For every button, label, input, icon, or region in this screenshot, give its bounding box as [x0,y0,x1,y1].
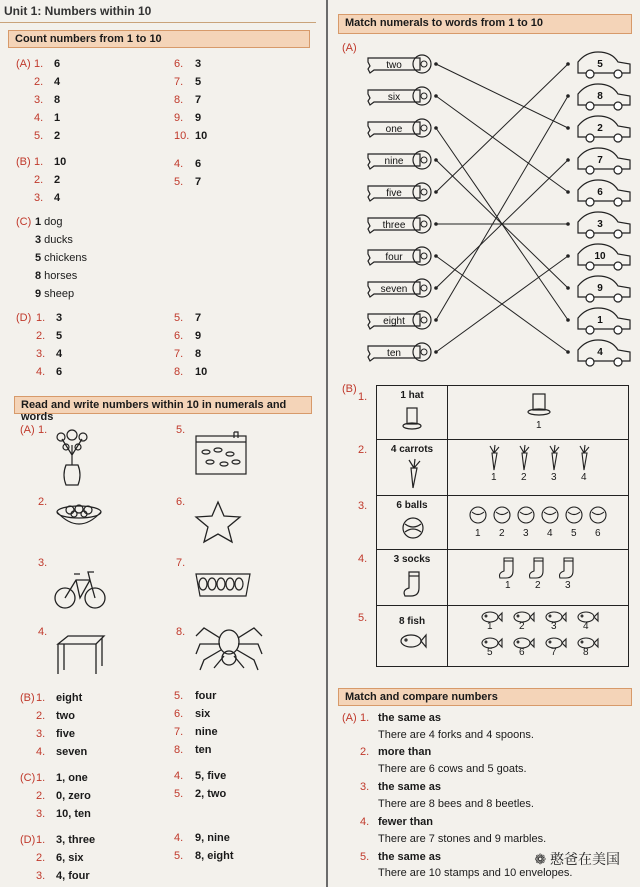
car-number: 4 [597,347,603,358]
column-divider [326,0,328,887]
key-item [368,247,438,265]
answer: 5 [56,330,63,342]
car-wheel [614,70,622,78]
car-wheel [614,294,622,302]
key-label: two [386,60,402,71]
car-body [578,148,630,169]
answer: four [195,690,217,702]
count-number: 2 [521,472,527,483]
item-number: 8. [174,366,184,378]
ball-icon [541,506,559,529]
answer: two [56,710,75,722]
item-number: 4. [36,746,46,758]
table-row [377,496,628,550]
item-number: 7. [176,557,186,569]
key-item [368,343,438,361]
item-number: 5. [174,690,184,702]
car-wheel [614,358,622,366]
car-wheel [586,358,594,366]
key-bow [413,183,431,201]
answer: fewer than [378,816,434,828]
car-item [566,308,630,334]
count-number: 8 [583,647,589,658]
item-number: 4. [358,553,368,565]
answer: the same as [378,851,441,863]
car-wheel [614,198,622,206]
hat-icon [402,406,422,432]
spider-icon [194,624,264,674]
key-item [368,119,438,137]
answer: 3 [56,312,63,324]
item-number: 3. [38,557,48,569]
part-label-read-c: (C) [20,772,36,784]
key-bow [413,279,431,297]
key-hole [421,221,427,227]
key-hole [421,125,427,131]
answer: 2, two [195,788,227,800]
ball-icon [517,506,535,529]
item-number: 1. [36,312,46,324]
ball-icon [565,506,583,529]
count-number: 5 [571,528,577,539]
match-line [436,64,568,192]
count-number: 7 [551,647,557,658]
row-caption: 8 fish [398,616,426,627]
sentence: There are 4 forks and 4 spoons. [378,729,534,741]
item-number: 9. [174,112,184,124]
sentence: There are 8 bees and 8 beetles. [378,798,534,810]
table-row [377,386,628,440]
car-wheel [614,102,622,110]
item-number: 2. [36,710,46,722]
key-label: one [385,124,403,135]
count-number: 5 [487,647,493,658]
bowl-icon [54,500,104,530]
row-caption: 3 socks [393,554,431,565]
key-hole [421,253,427,259]
list-item: 3 ducks [35,234,73,246]
bicycle-icon [54,562,106,612]
item-number: 3. [360,781,370,793]
count-number: 6 [519,647,525,658]
answer: the same as [378,712,441,724]
part-label-count-a: (A) [16,58,31,70]
answer: 8 [54,94,61,106]
item-number: 6. [174,58,184,70]
fish-tank-icon [194,430,248,478]
item-number: 6. [174,330,184,342]
item-number: 5. [174,312,184,324]
keys-group [368,55,438,361]
part-label-compare-a: (A) [342,712,357,724]
answer: 1, one [56,772,88,784]
count-number: 3 [565,580,571,591]
car-wheel [586,70,594,78]
unit-title: Unit 1: Numbers within 10 [4,4,152,18]
item-number: 3. [36,728,46,740]
car-number: 9 [597,283,603,294]
car-wheel [614,262,622,270]
item-number: 5. [174,788,184,800]
item-number: 6. [174,708,184,720]
item-number: 2. [38,496,48,508]
key-hole [421,317,427,323]
car-wheel [614,230,622,238]
item-number: 1. [36,772,46,784]
answer: 1 [54,112,61,124]
key-item [368,183,438,201]
car-wheel [586,134,594,142]
unit-title-rule [0,22,316,23]
key-hole [421,93,427,99]
answer: 7 [195,312,202,324]
car-item [566,340,630,366]
fish-icon [399,632,427,650]
section-count-title: Count numbers from 1 to 10 [8,30,310,48]
answer: 10 [54,156,67,168]
answer: 9, nine [195,832,230,844]
key-item [368,151,438,169]
item-number: 4. [360,816,370,828]
answer: 9 [195,112,202,124]
item-number: 5. [174,176,184,188]
table-row [377,550,628,606]
count-number: 4 [583,621,589,632]
key-label: nine [384,156,404,167]
answer: 10 [195,366,208,378]
count-number: 1 [505,580,511,591]
answer: eight [56,692,83,704]
key-label: four [385,252,403,263]
answer: 4 [56,348,63,360]
key-bow [413,87,431,105]
item-number: 1. [34,58,44,70]
ball-icon [469,506,487,529]
answer: 5 [195,76,202,88]
section-match-title: Match numerals to words from 1 to 10 [338,14,632,34]
cars-group [566,52,630,366]
key-hole [421,61,427,67]
count-number: 1 [487,621,493,632]
car-body [578,84,630,105]
answer: the same as [378,781,441,793]
ball-icon [401,516,425,540]
count-number: 6 [595,528,601,539]
car-wheel [586,102,594,110]
count-number: 1 [536,420,542,431]
list-item: 9 sheep [35,288,75,300]
item-number: 5. [176,424,186,436]
match-lines [436,64,568,352]
car-wheel [586,262,594,270]
key-item [368,311,438,329]
key-item [368,55,438,73]
answer: nine [195,726,218,738]
car-wheel [586,326,594,334]
car-body [578,340,630,361]
item-number: 3. [36,870,46,882]
key-bow [413,55,431,73]
car-body [578,276,630,297]
match-line [436,64,568,128]
sentence: There are 10 stamps and 10 envelopes. [378,867,573,879]
key-item [368,215,438,233]
key-label: five [386,188,402,199]
item-number: 4. [34,112,44,124]
list-item: 1 dog [35,216,63,228]
answer: 0, zero [56,790,91,802]
item-number: 3. [36,808,46,820]
car-body [578,116,630,137]
part-label-read-a: (A) [20,424,35,436]
flower-vase-icon [52,425,92,487]
car-item [566,84,630,110]
key-bow [413,151,431,169]
key-label: three [382,220,406,231]
item-number: 5. [360,851,370,863]
answer: 8 [195,348,202,360]
key-label: eight [383,316,405,327]
match-line [436,96,568,320]
part-label-read-d: (D) [20,834,36,846]
item-number: 4. [174,770,184,782]
car-item [566,148,630,174]
car-wheel [614,134,622,142]
ball-icon [589,506,607,529]
sentence: There are 6 cows and 5 goats. [378,763,527,775]
car-item [566,276,630,302]
part-label-count-d: (D) [16,312,32,324]
key-item [368,87,438,105]
item-number: 5. [34,130,44,142]
key-label: six [387,92,401,103]
section-read-title: Read and write numbers within 10 in numerals and words [14,396,312,414]
answer: 6 [195,158,202,170]
car-number: 1 [597,315,603,326]
match-diagram [340,44,636,374]
row-caption: 6 balls [396,500,428,511]
key-bow [413,247,431,265]
item-number: 1. [36,692,46,704]
car-wheel [586,294,594,302]
answer: 4 [54,76,61,88]
item-number: 2. [34,174,44,186]
item-number: 1. [34,156,44,168]
car-body [578,52,630,73]
answer: 2 [54,174,61,186]
car-wheel [586,166,594,174]
car-number: 2 [597,123,603,134]
car-body [578,212,630,233]
item-number: 2. [36,330,46,342]
item-number: 2. [360,746,370,758]
key-bow [413,119,431,137]
count-number: 2 [499,528,505,539]
key-bow [413,343,431,361]
car-body [578,308,630,329]
count-number: 4 [581,472,587,483]
item-number: 7. [174,76,184,88]
item-number: 8. [174,744,184,756]
count-number: 3 [551,472,557,483]
count-number: 3 [523,528,529,539]
answer: ten [195,744,212,756]
ball-icon [493,506,511,529]
star-icon [194,500,242,544]
item-number: 1. [358,391,368,403]
count-number: 2 [535,580,541,591]
answer: 7 [195,176,202,188]
answer: 7 [195,94,202,106]
car-wheel [614,166,622,174]
watermark: ❁ 憨爸在美国 [534,851,620,867]
car-wheel [586,230,594,238]
car-wheel [586,198,594,206]
item-number: 1. [38,424,48,436]
part-label-count-c: (C) [16,216,32,228]
key-hole [421,189,427,195]
match-line [436,96,568,192]
key-hole [421,157,427,163]
answer: 6 [54,58,61,70]
item-number: 2. [36,852,46,864]
section-compare-title: Match and compare numbers [338,688,632,706]
answer: 5, five [195,770,227,782]
item-number: 8. [174,94,184,106]
list-item: 8 horses [35,270,78,282]
count-number: 1 [491,472,497,483]
item-number: 1. [36,834,46,846]
key-label: seven [380,284,408,295]
answer: 8, eight [195,850,234,862]
item-number: 5. [358,612,368,624]
sock-icon [401,570,425,598]
row-caption: 1 hat [400,390,424,401]
part-label-match-b: (B) [342,383,357,395]
answer: 4, four [56,870,90,882]
item-number: 8. [176,626,186,638]
answer: 6 [56,366,63,378]
table-row [377,440,628,496]
car-number: 3 [597,219,603,230]
item-number: 4. [38,626,48,638]
key-item [368,279,438,297]
answer: 3 [195,58,202,70]
item-number: 10. [174,130,190,142]
item-number: 4. [174,832,184,844]
part-label-count-b: (B) [16,156,31,168]
item-number: 4. [174,158,184,170]
item-number: 3. [358,500,368,512]
item-number: 3. [34,192,44,204]
item-number: 7. [174,348,184,360]
item-number: 2. [36,790,46,802]
key-hole [421,349,427,355]
count-number: 3 [551,621,557,632]
part-label-match-a: (A) [342,42,357,54]
wechat-icon: ❁ [534,851,550,867]
table-row [377,606,628,666]
item-number: 5. [174,850,184,862]
answer: more than [378,746,432,758]
answer: five [56,728,75,740]
answer: 10, ten [56,808,91,820]
item-number: 2. [34,76,44,88]
car-item [566,244,630,270]
item-number: 6. [176,496,186,508]
answer: six [195,708,211,720]
key-bow [413,311,431,329]
item-number: 2. [358,444,368,456]
sentence: There are 7 stones and 9 marbles. [378,833,547,845]
car-item [566,116,630,142]
answer: 2 [54,130,61,142]
count-number: 2 [519,621,525,632]
count-number: 4 [547,528,553,539]
key-hole [421,285,427,291]
part-label-read-b: (B) [20,692,35,704]
car-item [566,180,630,206]
car-wheel [614,326,622,334]
picture-count-table [376,385,629,667]
car-number: 7 [597,155,603,166]
answer: seven [56,746,88,758]
answer: 9 [195,330,202,342]
answer: 4 [54,192,61,204]
car-item [566,212,630,238]
key-label: ten [387,348,401,359]
car-item [566,52,630,78]
list-item: 5 chickens [35,252,87,264]
key-bow [413,215,431,233]
car-number: 6 [597,187,603,198]
egg-carton-icon [194,566,252,600]
item-number: 3. [36,348,46,360]
car-number: 8 [597,91,603,102]
table-icon [54,634,106,676]
car-number: 5 [597,59,603,70]
item-number: 1. [360,712,370,724]
car-number: 10 [594,251,606,262]
count-number: 1 [475,528,481,539]
item-number: 7. [174,726,184,738]
answer: 6, six [56,852,84,864]
carrot-icon [403,458,423,490]
answer: 10 [195,130,208,142]
item-number: 4. [36,366,46,378]
row-caption: 4 carrots [390,444,434,455]
car-body [578,180,630,201]
hat-icon [527,392,551,418]
item-number: 3. [34,94,44,106]
answer: 3, three [56,834,96,846]
